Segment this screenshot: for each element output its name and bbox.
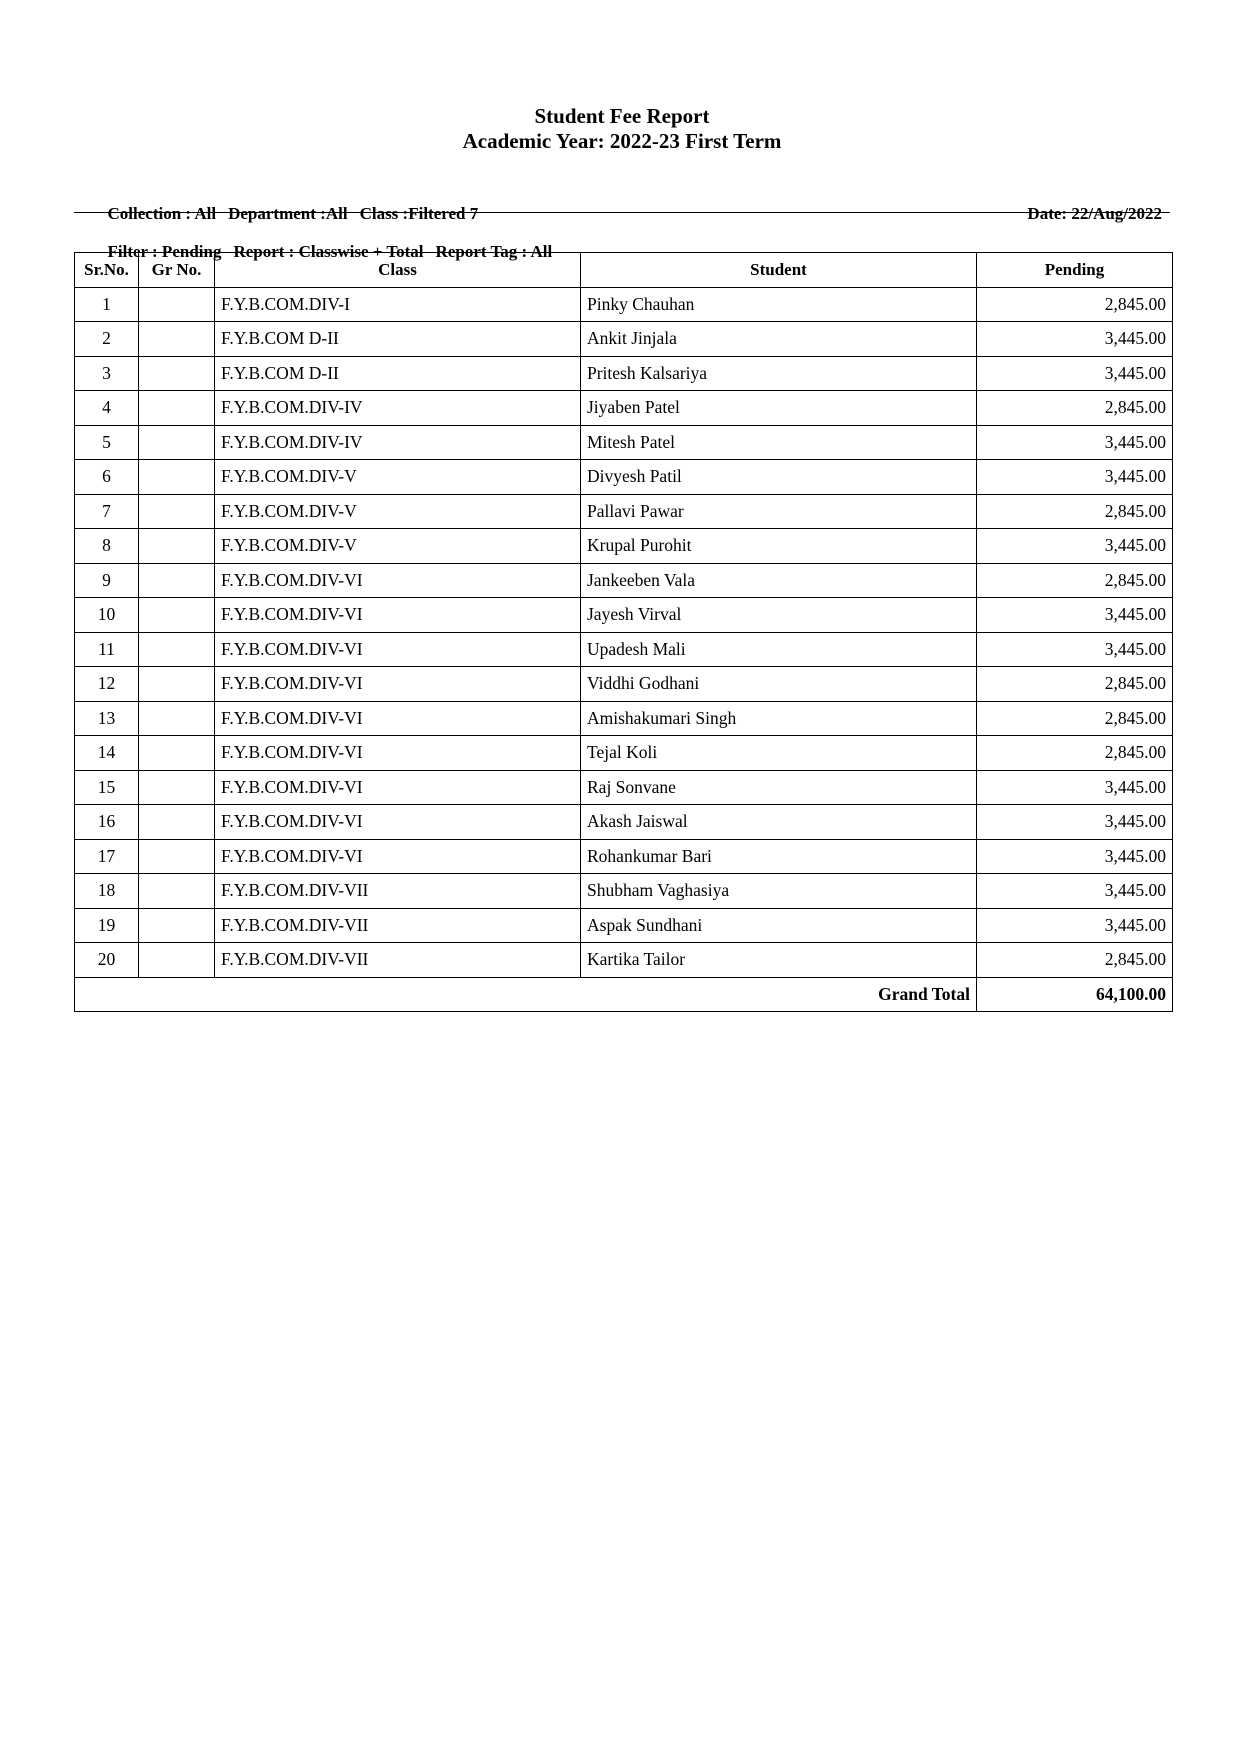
table-row [75,563,1173,598]
cell-gr-no [139,460,215,495]
cell-gr-no [139,494,215,529]
cell-student: Akash Jaiswal [581,805,977,840]
col-header-sr-no: Sr.No. [75,253,139,288]
cell-pending: 2,845.00 [977,563,1173,598]
cell-pending: 3,445.00 [977,874,1173,909]
grand-total-row [75,977,1173,1012]
meta-report-tag: Report Tag : All [435,242,553,261]
cell-pending: 2,845.00 [977,943,1173,978]
cell-student: Ankit Jinjala [581,322,977,357]
cell-pending: 3,445.00 [977,529,1173,564]
cell-class: F.Y.B.COM.DIV-VI [215,805,581,840]
cell-pending: 2,845.00 [977,736,1173,771]
cell-pending: 3,445.00 [977,805,1173,840]
meta-report-type: Report : Classwise + Total [233,242,424,261]
cell-sr-no: 9 [75,563,139,598]
cell-sr-no: 12 [75,667,139,702]
col-header-pending: Pending [977,253,1173,288]
grand-total-label: Grand Total [75,977,977,1012]
meta-date: Date: 22/Aug/2022 [1027,204,1162,223]
table-row [75,770,1173,805]
cell-class: F.Y.B.COM.DIV-VI [215,667,581,702]
col-header-class: Class [215,253,581,288]
table-row [75,391,1173,426]
cell-student: Upadesh Mali [581,632,977,667]
cell-pending: 3,445.00 [977,322,1173,357]
cell-class: F.Y.B.COM D-II [215,322,581,357]
table-body [75,287,1173,977]
grand-total-value: 64,100.00 [977,977,1173,1012]
cell-gr-no [139,839,215,874]
table-row [75,943,1173,978]
cell-pending: 3,445.00 [977,425,1173,460]
cell-sr-no: 7 [75,494,139,529]
cell-sr-no: 14 [75,736,139,771]
cell-pending: 3,445.00 [977,908,1173,943]
cell-gr-no [139,805,215,840]
cell-student: Jankeeben Vala [581,563,977,598]
table-row [75,805,1173,840]
cell-student: Mitesh Patel [581,425,977,460]
report-title: Student Fee Report [534,104,710,128]
cell-student: Jiyaben Patel [581,391,977,426]
cell-student: Aspak Sundhani [581,908,977,943]
cell-class: F.Y.B.COM.DIV-VI [215,563,581,598]
cell-student: Shubham Vaghasiya [581,874,977,909]
cell-gr-no [139,391,215,426]
cell-sr-no: 11 [75,632,139,667]
table-row [75,701,1173,736]
cell-class: F.Y.B.COM.DIV-VI [215,701,581,736]
table-row [75,908,1173,943]
cell-pending: 3,445.00 [977,632,1173,667]
cell-class: F.Y.B.COM.DIV-VI [215,736,581,771]
cell-gr-no [139,736,215,771]
cell-class: F.Y.B.COM.DIV-VI [215,632,581,667]
cell-student: Viddhi Godhani [581,667,977,702]
table-row [75,874,1173,909]
cell-gr-no [139,529,215,564]
cell-gr-no [139,563,215,598]
meta-class-filter: Class :Filtered 7 [359,204,479,223]
cell-student: Divyesh Patil [581,460,977,495]
cell-student: Jayesh Virval [581,598,977,633]
cell-gr-no [139,874,215,909]
cell-student: Kartika Tailor [581,943,977,978]
table-row [75,529,1173,564]
cell-sr-no: 19 [75,908,139,943]
fee-table [74,252,1173,1012]
cell-sr-no: 4 [75,391,139,426]
cell-pending: 2,845.00 [977,701,1173,736]
cell-pending: 2,845.00 [977,667,1173,702]
table-row [75,839,1173,874]
cell-class: F.Y.B.COM.DIV-IV [215,391,581,426]
cell-pending: 3,445.00 [977,460,1173,495]
cell-pending: 3,445.00 [977,356,1173,391]
cell-gr-no [139,425,215,460]
cell-gr-no [139,943,215,978]
cell-sr-no: 20 [75,943,139,978]
report-subtitle: Academic Year: 2022-23 First Term [462,129,782,153]
table-row [75,736,1173,771]
table-row [75,598,1173,633]
cell-student: Rohankumar Bari [581,839,977,874]
table-row [75,356,1173,391]
cell-sr-no: 2 [75,322,139,357]
cell-sr-no: 15 [75,770,139,805]
cell-sr-no: 17 [75,839,139,874]
cell-sr-no: 6 [75,460,139,495]
table-row [75,322,1173,357]
cell-pending: 2,845.00 [977,391,1173,426]
cell-sr-no: 3 [75,356,139,391]
meta-department: Department :All [228,204,348,223]
cell-gr-no [139,632,215,667]
cell-pending: 2,845.00 [977,494,1173,529]
cell-sr-no: 18 [75,874,139,909]
table-row [75,632,1173,667]
table-row [75,425,1173,460]
meta-filter: Filter : Pending [107,242,222,261]
cell-pending: 3,445.00 [977,598,1173,633]
cell-student: Tejal Koli [581,736,977,771]
cell-student: Krupal Purohit [581,529,977,564]
cell-class: F.Y.B.COM.DIV-VII [215,908,581,943]
cell-sr-no: 5 [75,425,139,460]
cell-student: Pallavi Pawar [581,494,977,529]
header-divider [74,212,1170,213]
cell-class: F.Y.B.COM.DIV-I [215,287,581,322]
cell-gr-no [139,598,215,633]
cell-class: F.Y.B.COM.DIV-VI [215,770,581,805]
table-row [75,460,1173,495]
meta-collection: Collection : All [107,204,217,223]
col-header-gr-no: Gr No. [139,253,215,288]
table-header-row [75,253,1173,288]
table-row [75,287,1173,322]
cell-gr-no [139,322,215,357]
cell-class: F.Y.B.COM.DIV-IV [215,425,581,460]
cell-class: F.Y.B.COM.DIV-VI [215,839,581,874]
cell-class: F.Y.B.COM.DIV-V [215,494,581,529]
cell-pending: 3,445.00 [977,839,1173,874]
cell-sr-no: 10 [75,598,139,633]
table-row [75,667,1173,702]
cell-student: Pinky Chauhan [581,287,977,322]
cell-class: F.Y.B.COM.DIV-V [215,460,581,495]
cell-gr-no [139,287,215,322]
cell-gr-no [139,701,215,736]
cell-student: Pritesh Kalsariya [581,356,977,391]
cell-student: Amishakumari Singh [581,701,977,736]
cell-gr-no [139,908,215,943]
cell-gr-no [139,356,215,391]
cell-class: F.Y.B.COM.DIV-VII [215,943,581,978]
cell-student: Raj Sonvane [581,770,977,805]
cell-sr-no: 1 [75,287,139,322]
cell-class: F.Y.B.COM.DIV-V [215,529,581,564]
cell-sr-no: 13 [75,701,139,736]
cell-gr-no [139,667,215,702]
table-row [75,494,1173,529]
cell-gr-no [139,770,215,805]
cell-class: F.Y.B.COM D-II [215,356,581,391]
col-header-student: Student [581,253,977,288]
cell-class: F.Y.B.COM.DIV-VII [215,874,581,909]
report-header [74,104,1170,154]
cell-sr-no: 8 [75,529,139,564]
cell-sr-no: 16 [75,805,139,840]
cell-pending: 3,445.00 [977,770,1173,805]
cell-pending: 2,845.00 [977,287,1173,322]
cell-class: F.Y.B.COM.DIV-VI [215,598,581,633]
